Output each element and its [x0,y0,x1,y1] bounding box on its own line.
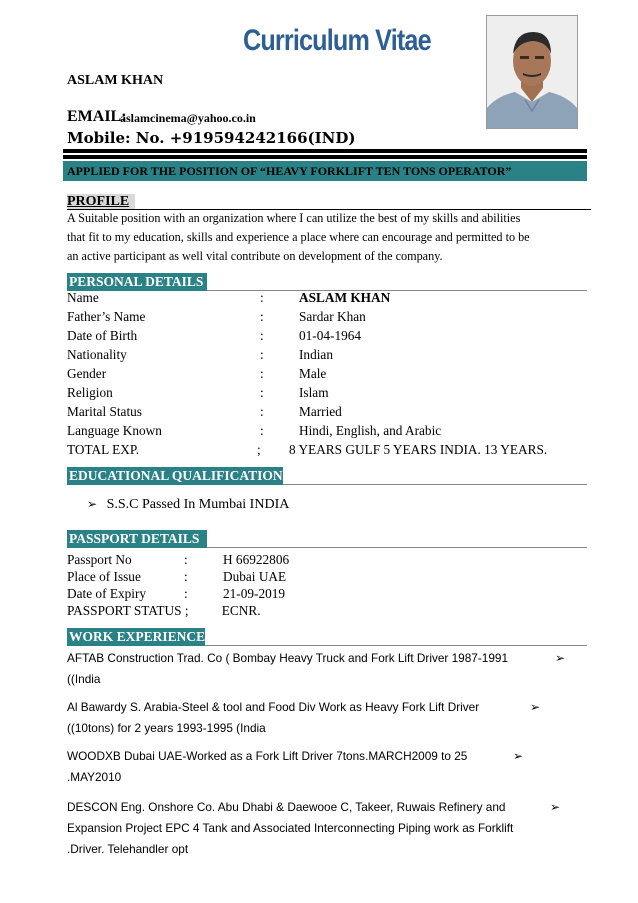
work-line: .MAY2010 [67,770,122,784]
field-separator: : [260,423,264,438]
work-line: .Driver. Telehandler opt [67,842,189,856]
field-value: Indian [299,347,333,362]
arrow-bullet-icon: ➢ [87,497,98,511]
field-label: Language Known [67,423,162,438]
field-value: Married [299,404,342,419]
field-value: 8 YEARS GULF 5 YEARS INDIA. 13 YEARS. [289,442,548,457]
field-separator: : [260,290,264,305]
work-line: ((10tons) for 2 years 1993-1995 (India [67,721,266,735]
field-value: Dubai UAE [223,569,287,584]
document-title: Curriculum Vitae [243,24,431,57]
work-line: Expansion Project EPC 4 Tank and Associated Interconnecting Piping work as Forklift [67,821,514,835]
section-rule [283,484,587,485]
field-value: Islam [299,385,329,400]
field-value: Sardar Khan [299,309,366,324]
work-item [67,746,524,788]
work-line: ((India [67,672,101,686]
personal-details-heading: PERSONAL DETAILS [67,273,207,291]
field-separator: : [184,569,188,584]
field-label: Gender [67,366,107,381]
email-label: EMAIL: [67,108,127,125]
arrow-bullet-icon: ➢ [550,800,561,814]
field-separator: : [260,309,264,324]
field-label: Marital Status [67,404,142,419]
education-text: S.S.C Passed In Mumbai INDIA [106,497,290,512]
email-value[interactable]: aslamcinema@yahoo.co.in [120,111,256,125]
field-separator: : [260,385,264,400]
arrow-bullet-icon: ➢ [530,700,541,714]
field-label: Name [67,290,99,305]
work-experience-heading: WORK EXPERIENCE [69,629,206,644]
field-label: TOTAL EXP. [67,442,140,457]
profile-photo [486,15,578,129]
passport-status: PASSPORT STATUS ; ECNR. [67,603,261,618]
profile-text [67,209,597,266]
field-label: Nationality [67,347,127,362]
mobile-number: Mobile: No. +919594242166(IND) [67,129,356,147]
section-rule [207,547,587,548]
passport-heading: PASSPORT DETAILS [67,530,207,548]
candidate-name: ASLAM KHAN [67,73,164,88]
field-value: Male [299,366,327,381]
field-value: H 66922806 [223,552,290,567]
arrow-bullet-icon: ➢ [555,651,566,665]
work-line: AFTAB Construction Trad. Co ( Bombay Heavy Truck and Fork Lift Driver 1987-1991 ➢ [67,648,508,669]
work-line: WOODXB Dubai UAE-Worked as a Fork Lift Driver 7tons.MARCH2009 to 25 ➢ [67,746,467,767]
work-line: Al Bawardy S. Arabia-Steel & tool and Food Div Work as Heavy Fork Lift Driver ➢ [67,697,479,718]
field-value: ASLAM KHAN [299,290,391,305]
field-separator: : [184,586,188,601]
field-value: Hindi, English, and Arabic [299,423,442,438]
profile-heading: PROFILE [67,194,135,210]
field-label: Religion [67,385,113,400]
section-rule [205,645,587,646]
profile-line: A Suitable position with an organization where I can utilize the best of my skills and abilities [67,211,521,225]
field-label: Date of Birth [67,328,138,343]
field-separator: : [260,328,264,343]
profile-line: an active participant as well vital contribute on development of the company. [67,249,443,263]
field-separator: ; [257,442,261,457]
field-label: Father’s Name [67,309,146,324]
field-value: 21-09-2019 [223,586,286,601]
work-item [67,697,541,739]
work-item [67,797,561,860]
portrait-image [487,16,577,128]
applied-position-text: APPLIED FOR THE POSITION OF “HEAVY FORKLIFT TEN TONS OPERATOR” [67,164,512,178]
field-label: Date of Expiry [67,586,147,601]
field-separator: : [260,366,264,381]
profile-line: that fit to my education, skills and experience a place where can encourage and permitted to be [67,230,530,244]
field-separator: : [260,404,264,419]
education-heading: EDUCATIONAL QUALIFICATION [69,468,283,483]
divider-bar [63,149,587,153]
work-line: DESCON Eng. Onshore Co. Abu Dhabi & Daewooe C, Takeer, Ruwais Refinery and ➢ [67,797,513,818]
education-item [87,497,289,513]
work-item [67,648,566,690]
field-label: Passport No [67,552,132,567]
divider-bar [63,155,587,159]
field-separator: : [184,552,188,567]
field-separator: : [260,347,264,362]
arrow-bullet-icon: ➢ [513,749,524,763]
field-label: Place of Issue [67,569,141,584]
field-value: 01-04-1964 [299,328,362,343]
section-rule [207,290,587,291]
applied-position-banner [63,161,587,181]
